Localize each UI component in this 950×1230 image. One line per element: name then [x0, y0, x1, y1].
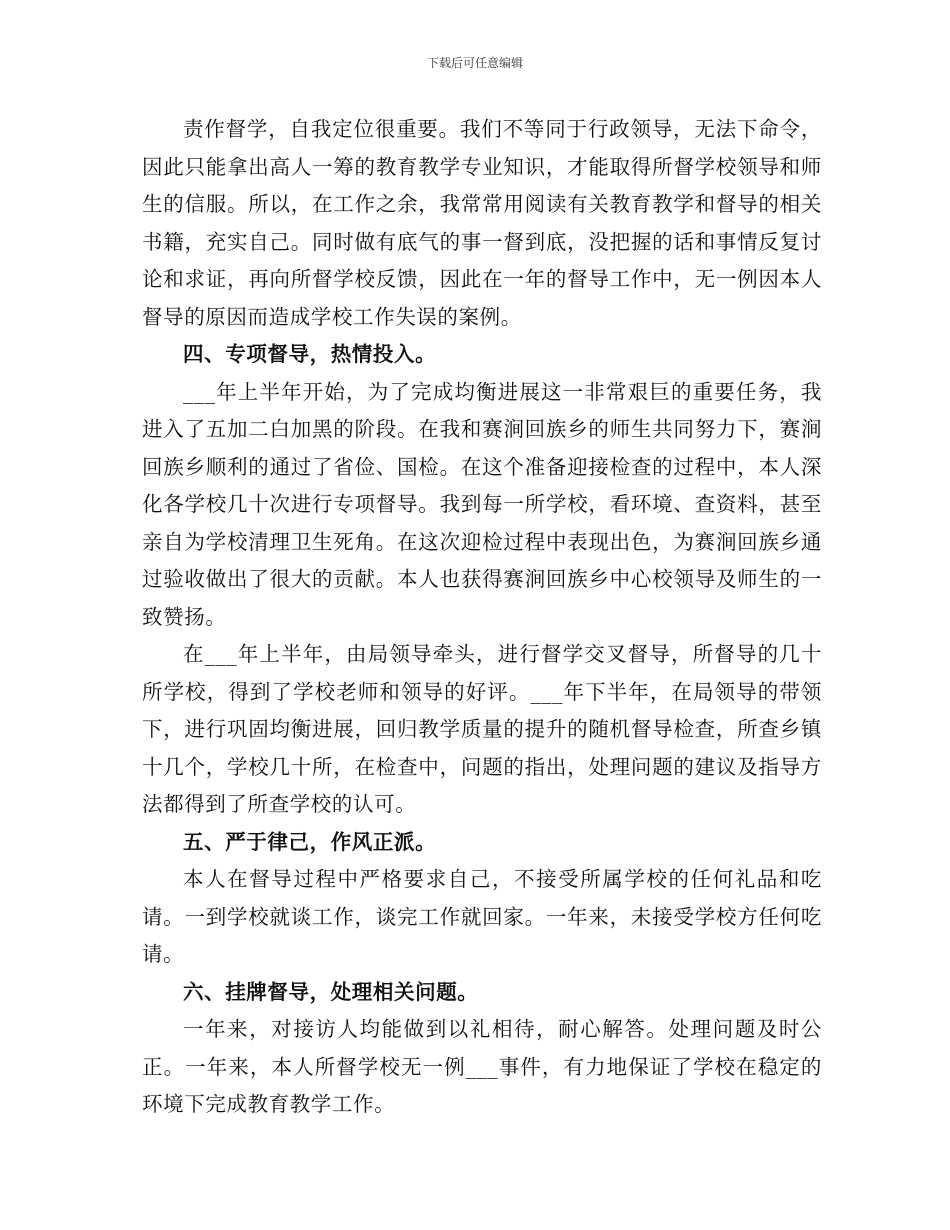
heading-self-discipline: 五、严于律己，作风正派。	[183, 829, 437, 854]
heading-listed-supervision: 六、挂牌督导，处理相关问题。	[183, 979, 479, 1004]
paragraph-self-discipline: 本人在督导过程中严格要求自己，不接受所属学校的任何礼品和吃请。一到学校就谈工作，谈完工作就回家。一年来，未接受学校方任何吃请。	[142, 867, 822, 966]
paragraph-cross-supervision: 在___年上半年，由局领导牵头，进行督学交叉督导，所督导的几十所学校，得到了学校老师和领导的好评。___年下半年，在局领导的带领下，进行巩固均衡进展，回归教学质量的提升的随机督导检查，所查乡镇十几个，学校几十所，在检查中，问题的指出，处理问题的建议及指导方法都得到了所查学校的认可。	[142, 642, 822, 816]
document-body	[142, 111, 822, 1124]
heading-special-supervision: 四、专项督导，热情投入。	[183, 342, 437, 366]
paragraph-self-positioning: 责作督学，自我定位很重要。我们不等同于行政领导，无法下命令，因此只能拿出高人一筹的教育教学专业知识，才能取得所督学校领导和师生的信服。所以，在工作之余，我常常用阅读有关教育教学和督导的相关书籍，充实自己。同时做有底气的事一督到底，没把握的话和事情反复讨论和求证，再向所督学校反馈，因此在一年的督导工作中，无一例因本人督导的原因而造成学校工作失误的案例。	[142, 117, 822, 329]
paragraph-visitor-reception: 一年来，对接访人均能做到以礼相待，耐心解答。处理问题及时公正。一年来，本人所督学校无一例___事件，有力地保证了学校在稳定的环境下完成教育教学工作。	[142, 1017, 822, 1116]
page-header: 下载后可任意编辑	[426, 56, 523, 70]
paragraph-balanced-development: ___年上半年开始，为了完成均衡进展这一非常艰巨的重要任务，我进入了五加二白加黑的阶段。在我和赛涧回族乡的师生共同努力下，赛涧回族乡顺利的通过了省俭、国检。在这个准备迎接检查的过程中，本人深化各学校几十次进行专项督导。我到每一所学校，看环境、查资料，甚至亲自为学校清理卫生死角。在这次迎检过程中表现出色，为赛涧回族乡通过验收做出了很大的贡献。本人也获得赛涧回族乡中心校领导及师生的一致赞扬。	[142, 379, 822, 629]
